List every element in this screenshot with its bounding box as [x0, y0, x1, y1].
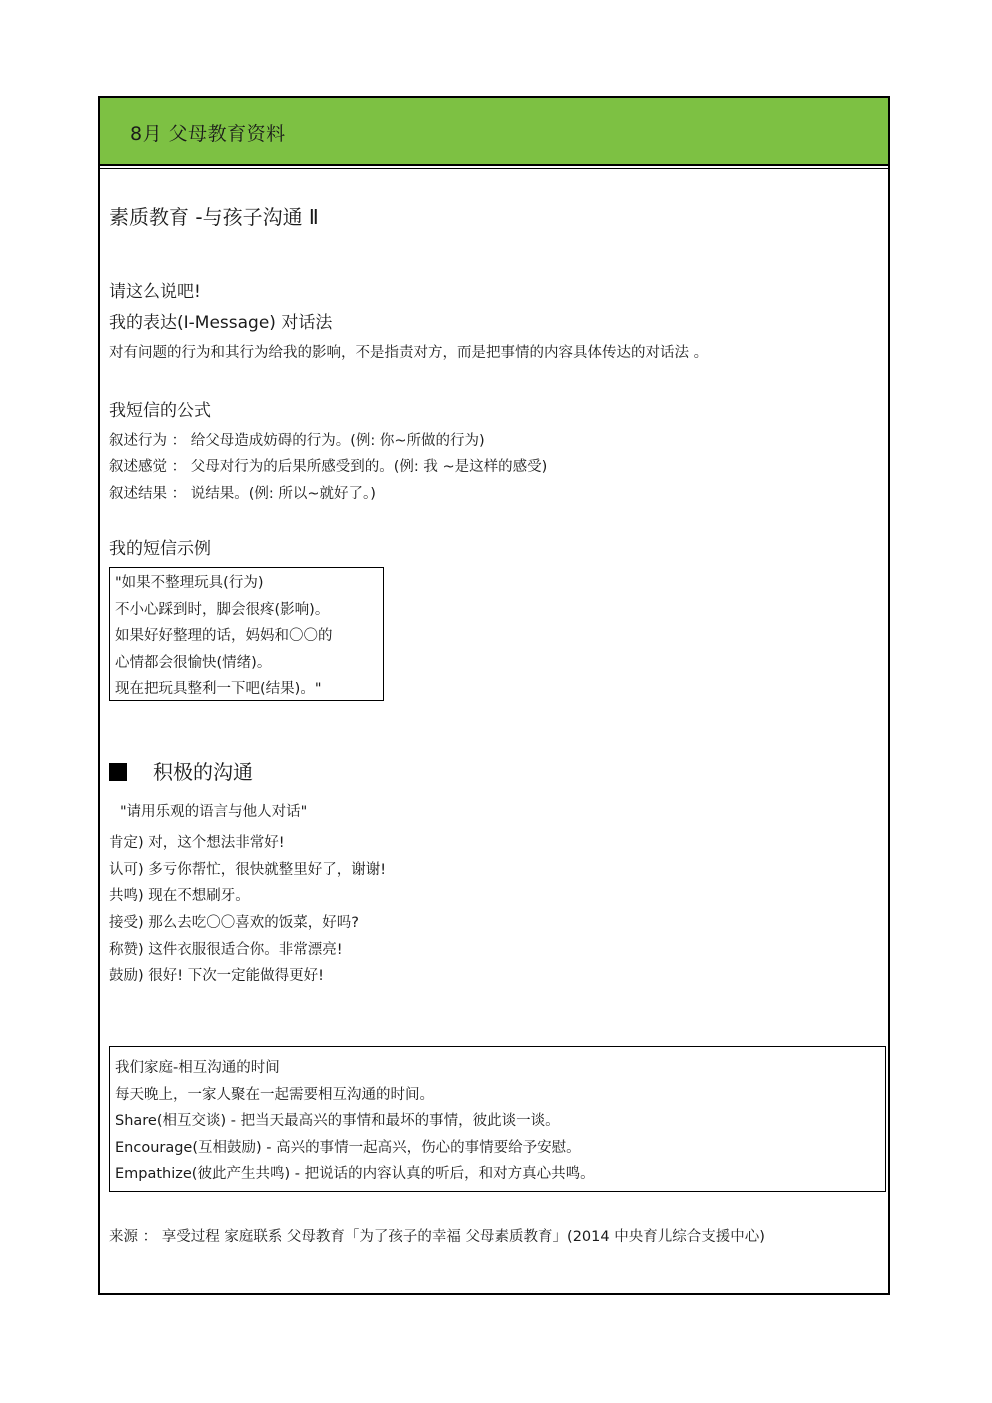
- positive-quote: "请用乐观的语言与他人对话": [120, 804, 308, 820]
- positive-item: 鼓励) 很好! 下次一定能做得更好!: [109, 968, 324, 984]
- formula-item: 叙述行为 ： 给父母造成妨碍的行为。(例: 你~所做的行为): [109, 433, 485, 449]
- family-time-line: Encourage(互相鼓励) - 高兴的事情一起高兴，伤心的事情要给予安慰。: [115, 1140, 581, 1156]
- header-bar: [100, 98, 888, 166]
- example-line: "如果不整理玩具(行为): [115, 575, 264, 591]
- i-message-description: 对有问题的行为和其行为给我的影响，不是指责对方，而是把事情的内容具体传达的对话法 。: [109, 345, 709, 361]
- header-divider: [100, 168, 888, 169]
- positive-item: 共鸣) 现在不想刷牙。: [109, 888, 250, 904]
- formula-item: 叙述结果 ： 说结果。(例: 所以~就好了。): [109, 486, 376, 502]
- page-title: 8月 父母教育资料: [130, 123, 286, 145]
- source-citation: 来源 ： 享受过程 家庭联系 父母教育「为了孩子的幸福 父母素质教育」(2014 中央育儿综合支援中心): [109, 1229, 765, 1245]
- example-box: [109, 567, 384, 701]
- example-line: 不小心踩到时，脚会很疼(影响)。: [115, 602, 330, 618]
- black-square-icon: [109, 763, 127, 781]
- positive-heading-row: [109, 756, 253, 785]
- i-message-heading: 我的表达(I-Message) 对话法: [109, 313, 333, 333]
- example-line: 心情都会很愉快(情绪)。: [115, 655, 272, 671]
- positive-item: 称赞) 这件衣服很适合你。非常漂亮!: [109, 942, 343, 958]
- positive-item: 认可) 多亏你帮忙，很快就整里好了，谢谢!: [109, 862, 387, 878]
- family-time-title: 我们家庭-相互沟通的时间: [115, 1060, 280, 1076]
- family-time-line: 每天晚上，一家人聚在一起需要相互沟通的时间。: [115, 1087, 434, 1103]
- document-frame: [98, 96, 890, 1295]
- example-line: 如果好好整理的话，妈妈和〇〇的: [115, 628, 333, 644]
- family-time-line: Empathize(彼此产生共鸣) - 把说话的内容认真的听后，和对方真心共鸣。: [115, 1166, 595, 1182]
- positive-heading: 积极的沟通: [153, 760, 253, 784]
- example-heading: 我的短信示例: [109, 539, 211, 559]
- formula-item: 叙述感觉 ： 父母对行为的后果所感受到的。(例: 我 ~是这样的感受): [109, 459, 548, 475]
- formula-heading: 我短信的公式: [109, 401, 211, 421]
- section-title: 素质教育 -与孩子沟通 Ⅱ: [109, 205, 319, 229]
- intro-heading: 请这么说吧!: [109, 282, 201, 302]
- example-line: 现在把玩具整利一下吧(结果)。": [115, 681, 322, 697]
- family-time-line: Share(相互交谈) - 把当天最高兴的事情和最坏的事情，彼此谈一谈。: [115, 1113, 560, 1129]
- family-time-box: [109, 1046, 886, 1192]
- positive-item: 接受) 那么去吃〇〇喜欢的饭菜，好吗?: [109, 915, 359, 931]
- positive-item: 肯定) 对，这个想法非常好!: [109, 835, 285, 851]
